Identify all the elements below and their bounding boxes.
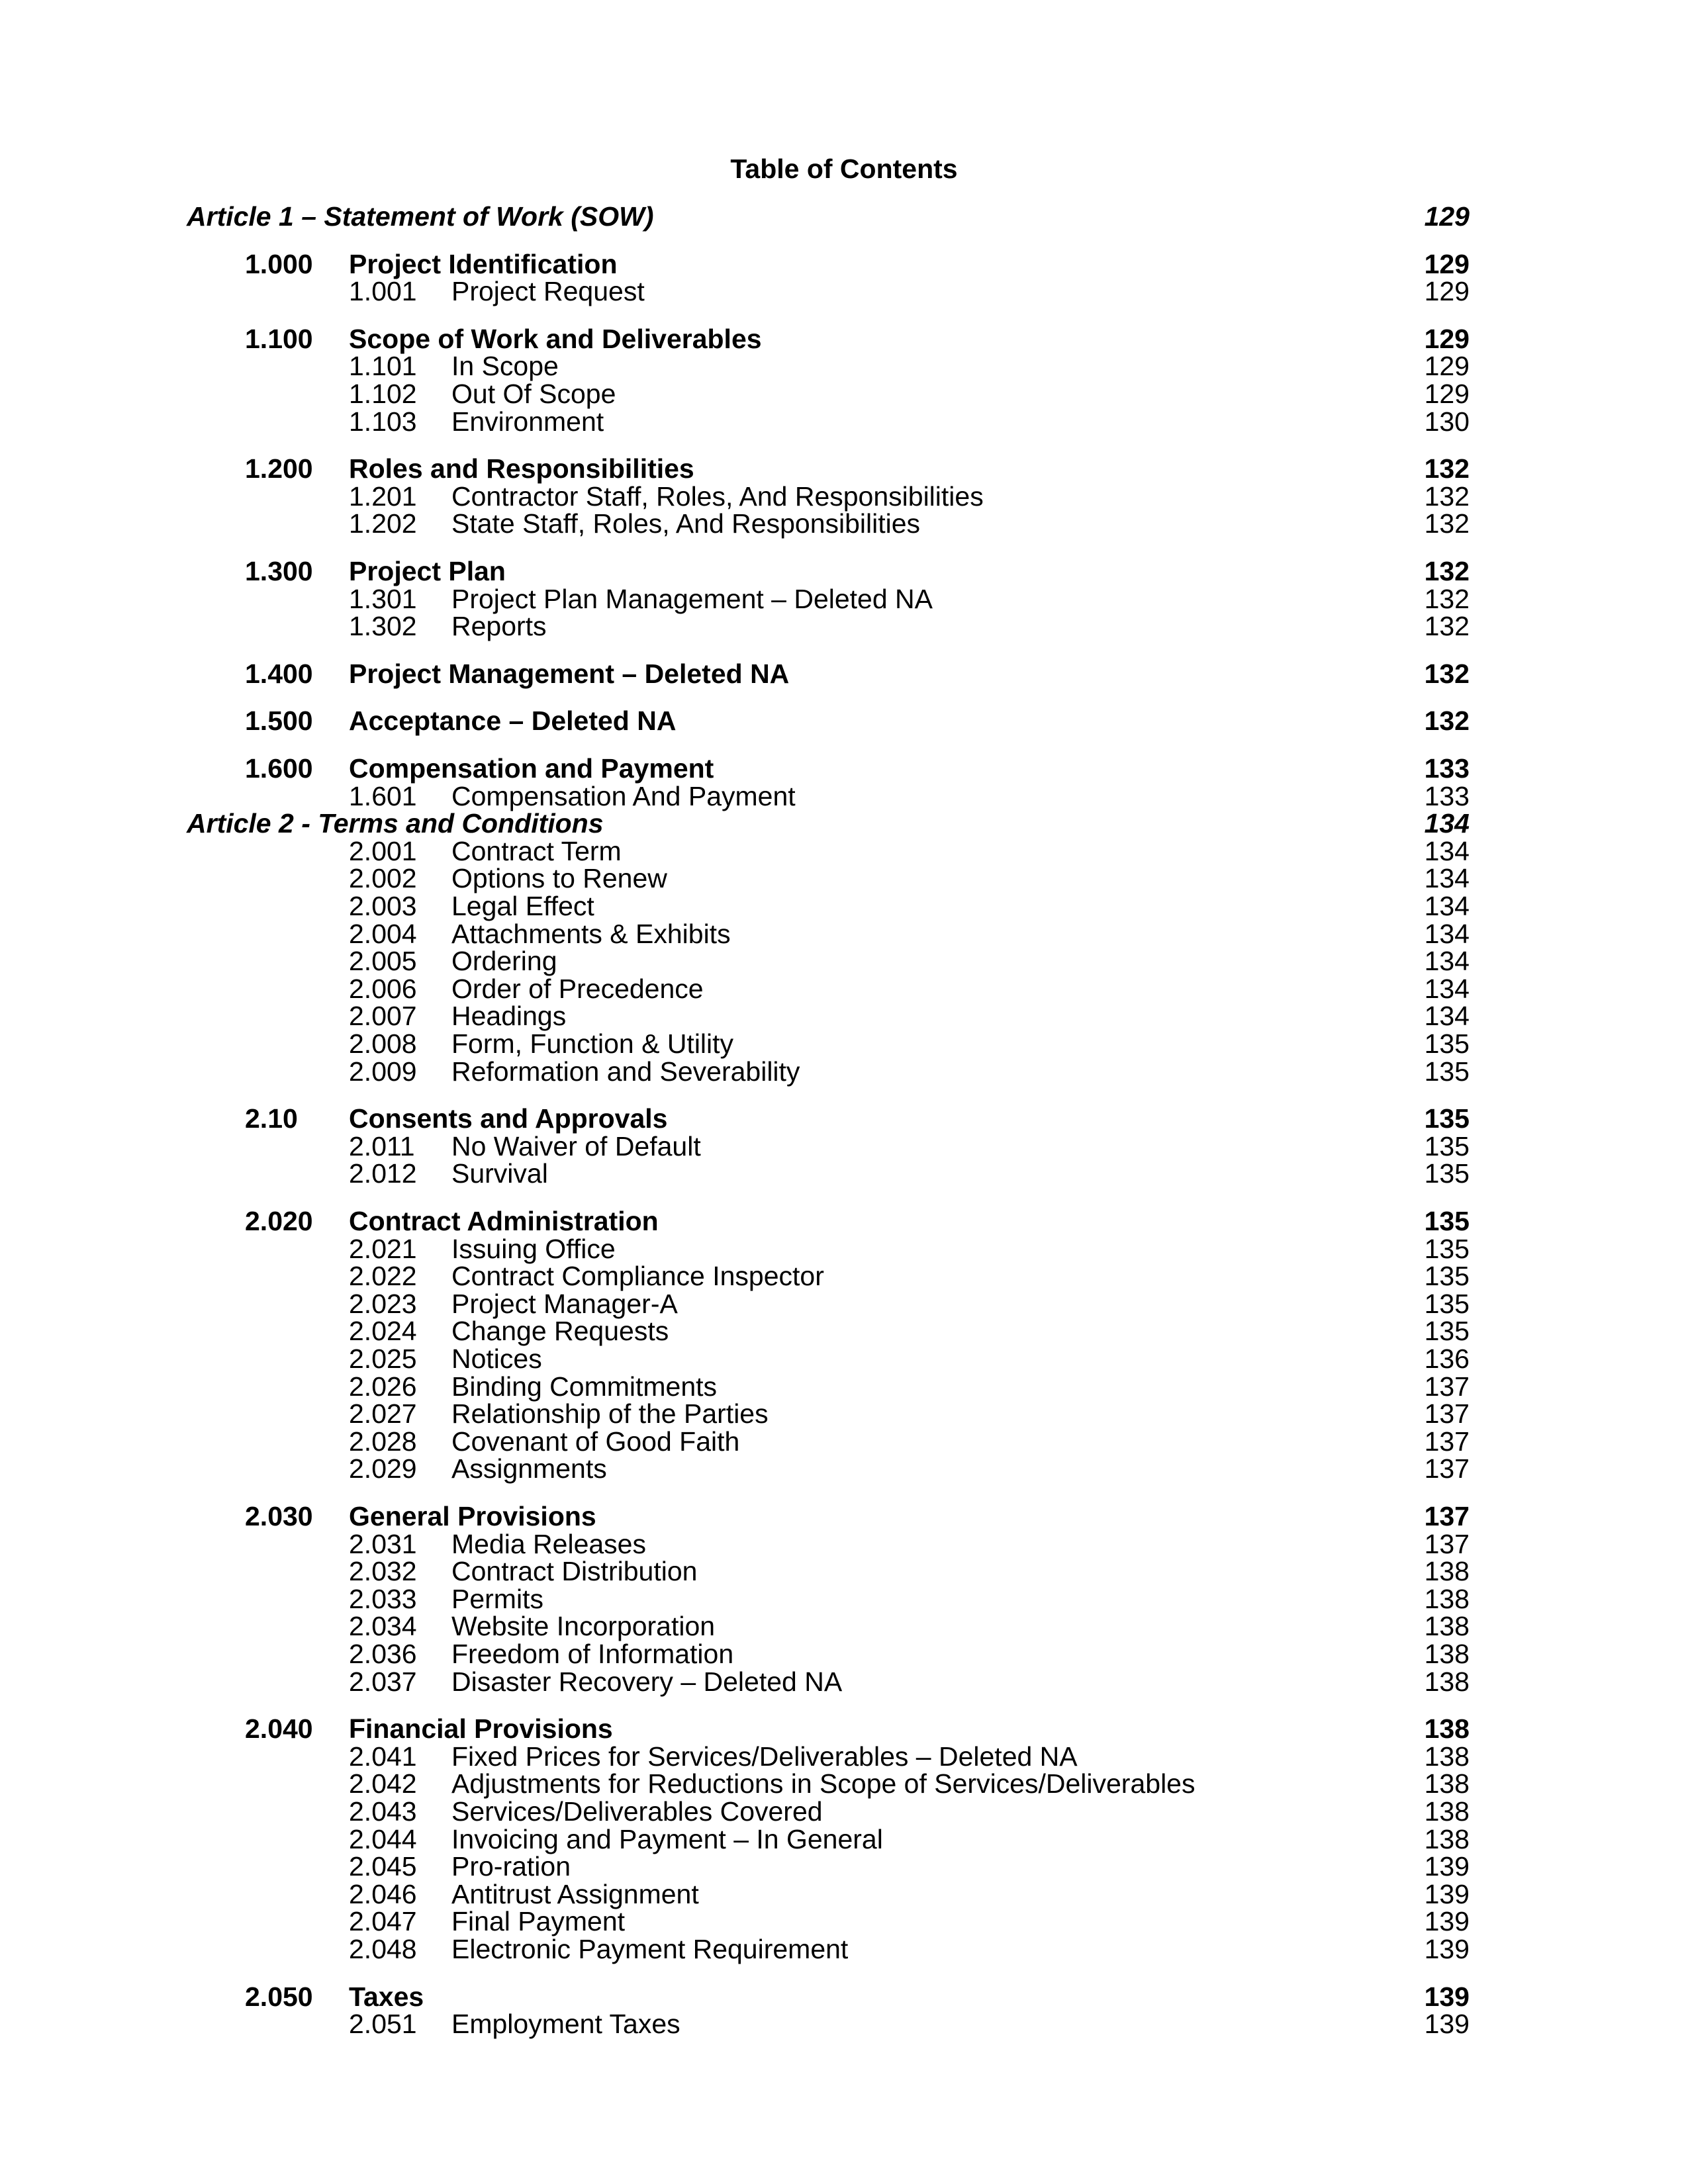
- entry-title: Project Manager-A: [451, 1289, 678, 1319]
- entry-title: In Scope: [451, 351, 559, 381]
- entry-title: Environment: [451, 406, 604, 437]
- entry-title: Project Plan: [349, 556, 506, 586]
- entry-page-number: 138: [1424, 1796, 1470, 1827]
- toc-subsection-entry[interactable]: [0, 1557, 1688, 1586]
- entry-page-number: 132: [1424, 611, 1470, 641]
- entry-number: 2.043: [349, 1796, 417, 1827]
- entry-page-number: 139: [1424, 1851, 1470, 1882]
- toc-subsection-entry[interactable]: [0, 407, 1688, 436]
- entry-title: Reports: [451, 611, 547, 641]
- entry-page-number: 138: [1424, 1584, 1470, 1614]
- entry-number: 2.026: [349, 1371, 417, 1402]
- entry-page-number: 138: [1424, 1556, 1470, 1586]
- entry-number: 1.101: [349, 351, 417, 381]
- entry-page-number: 129: [1424, 324, 1470, 354]
- entry-number: 2.029: [349, 1453, 417, 1484]
- entry-page-number: 134: [1424, 919, 1470, 949]
- entry-number: 2.034: [349, 1611, 417, 1641]
- toc-section-entry[interactable]: [0, 1206, 1688, 1236]
- toc-title: Table of Contents: [730, 154, 958, 184]
- toc-section-entry[interactable]: [0, 659, 1688, 688]
- entry-page-number: 134: [1424, 808, 1470, 839]
- toc-section-entry[interactable]: [0, 1502, 1688, 1531]
- entry-number: 1.102: [349, 379, 417, 409]
- entry-title: Notices: [451, 1343, 542, 1374]
- entry-title: Consents and Approvals: [349, 1103, 668, 1134]
- toc-section-entry[interactable]: [0, 250, 1688, 279]
- toc-subsection-entry[interactable]: [0, 1529, 1688, 1559]
- entry-title: Media Releases: [451, 1529, 646, 1559]
- entry-title: Covenant of Good Faith: [451, 1426, 740, 1457]
- entry-title: Antitrust Assignment: [451, 1879, 699, 1909]
- entry-title: Issuing Office: [451, 1234, 616, 1264]
- entry-page-number: 135: [1424, 1131, 1470, 1161]
- entry-title: Freedom of Information: [451, 1639, 734, 1669]
- entry-page-number: 132: [1424, 556, 1470, 586]
- entry-page-number: 138: [1424, 1611, 1470, 1641]
- entry-page-number: 132: [1424, 659, 1470, 689]
- entry-title: Taxes: [349, 1981, 424, 2012]
- entry-number: 2.021: [349, 1234, 417, 1264]
- entry-number: 1.103: [349, 406, 417, 437]
- entry-page-number: 135: [1424, 1234, 1470, 1264]
- entry-title: State Staff, Roles, And Responsibilities: [451, 508, 921, 539]
- toc-subsection-entry[interactable]: [0, 1934, 1688, 1964]
- entry-number: 1.201: [349, 481, 417, 512]
- entry-title: Scope of Work and Deliverables: [349, 324, 762, 354]
- entry-title: Binding Commitments: [451, 1371, 718, 1402]
- entry-number: 1.100: [245, 324, 313, 354]
- entry-page-number: 135: [1424, 1158, 1470, 1189]
- entry-number: 2.020: [245, 1206, 313, 1236]
- entry-page-number: 132: [1424, 584, 1470, 614]
- toc-section-entry[interactable]: [0, 1982, 1688, 2011]
- entry-page-number: 135: [1424, 1206, 1470, 1236]
- toc-section-entry[interactable]: [0, 706, 1688, 735]
- entry-page-number: 129: [1424, 276, 1470, 306]
- entry-number: 2.003: [349, 891, 417, 921]
- entry-title: Website Incorporation: [451, 1611, 716, 1641]
- entry-title: Financial Provisions: [349, 1713, 613, 1744]
- entry-title: Contract Compliance Inspector: [451, 1261, 824, 1291]
- entry-page-number: 129: [1424, 379, 1470, 409]
- entry-page-number: 137: [1424, 1426, 1470, 1457]
- toc-subsection-entry[interactable]: [0, 1344, 1688, 1373]
- entry-title: Compensation And Payment: [451, 781, 796, 811]
- entry-number: 2.022: [349, 1261, 417, 1291]
- entry-title: Fixed Prices for Services/Deliverables – Deleted NA: [451, 1741, 1078, 1772]
- toc-subsection-entry[interactable]: [0, 974, 1688, 1003]
- toc-subsection-entry[interactable]: [0, 837, 1688, 866]
- entry-title: Project Management – Deleted NA: [349, 659, 790, 689]
- toc-subsection-entry[interactable]: [0, 379, 1688, 408]
- article-label: Article 1 – Statement of Work (SOW): [187, 201, 654, 232]
- toc-subsection-entry[interactable]: [0, 1454, 1688, 1483]
- entry-page-number: 134: [1424, 863, 1470, 893]
- entry-title: Form, Function & Utility: [451, 1028, 734, 1059]
- entry-title: Electronic Payment Requirement: [451, 1934, 849, 1964]
- entry-number: 2.044: [349, 1824, 417, 1854]
- entry-number: 2.10: [245, 1103, 298, 1134]
- toc-subsection-entry[interactable]: [0, 1639, 1688, 1668]
- entry-page-number: 134: [1424, 891, 1470, 921]
- entry-page-number: 139: [1424, 1981, 1470, 2012]
- entry-title: Assignments: [451, 1453, 607, 1484]
- toc-subsection-entry[interactable]: [0, 1742, 1688, 1771]
- entry-page-number: 132: [1424, 508, 1470, 539]
- entry-number: 2.007: [349, 1001, 417, 1031]
- toc-subsection-entry[interactable]: [0, 1769, 1688, 1798]
- entry-title: No Waiver of Default: [451, 1131, 701, 1161]
- entry-title: Services/Deliverables Covered: [451, 1796, 823, 1827]
- entry-page-number: 138: [1424, 1741, 1470, 1772]
- entry-title: Contract Term: [451, 836, 622, 866]
- toc-subsection-entry[interactable]: [0, 1029, 1688, 1058]
- entry-number: 2.030: [245, 1501, 313, 1531]
- entry-number: 2.011: [349, 1131, 415, 1161]
- entry-page-number: 137: [1424, 1398, 1470, 1429]
- entry-number: 2.036: [349, 1639, 417, 1669]
- entry-title: Compensation and Payment: [349, 753, 714, 784]
- entry-number: 1.301: [349, 584, 417, 614]
- entry-page-number: 137: [1424, 1453, 1470, 1484]
- toc-subsection-entry[interactable]: [0, 1907, 1688, 1936]
- entry-title: Employment Taxes: [451, 2009, 680, 2039]
- entry-page-number: 137: [1424, 1501, 1470, 1531]
- entry-number: 2.023: [349, 1289, 417, 1319]
- entry-number: 1.601: [349, 781, 417, 811]
- entry-number: 1.400: [245, 659, 313, 689]
- toc-subsection-entry[interactable]: [0, 1316, 1688, 1345]
- entry-page-number: 133: [1424, 753, 1470, 784]
- entry-page-number: 132: [1424, 481, 1470, 512]
- toc-subsection-entry[interactable]: [0, 1852, 1688, 1881]
- toc-subsection-entry[interactable]: [0, 1057, 1688, 1086]
- entry-number: 2.051: [349, 2009, 417, 2039]
- entry-number: 2.042: [349, 1768, 417, 1799]
- toc-section-entry[interactable]: [0, 557, 1688, 586]
- entry-title: Relationship of the Parties: [451, 1398, 769, 1429]
- entry-number: 1.200: [245, 453, 313, 484]
- entry-page-number: 135: [1424, 1028, 1470, 1059]
- entry-title: Order of Precedence: [451, 974, 704, 1004]
- entry-number: 2.033: [349, 1584, 417, 1614]
- toc-subsection-entry[interactable]: [0, 1667, 1688, 1696]
- entry-page-number: 133: [1424, 781, 1470, 811]
- entry-title: Survival: [451, 1158, 548, 1189]
- entry-number: 2.025: [349, 1343, 417, 1374]
- entry-number: 1.302: [349, 611, 417, 641]
- entry-title: Acceptance – Deleted NA: [349, 705, 677, 736]
- entry-title: General Provisions: [349, 1501, 596, 1531]
- entry-title: Contract Administration: [349, 1206, 659, 1236]
- entry-title: Disaster Recovery – Deleted NA: [451, 1666, 843, 1697]
- toc-subsection-entry[interactable]: [0, 612, 1688, 641]
- entry-page-number: 129: [1424, 201, 1470, 232]
- entry-number: 2.005: [349, 946, 417, 976]
- entry-number: 2.046: [349, 1879, 417, 1909]
- toc-subsection-entry[interactable]: [0, 509, 1688, 538]
- entry-title: Project Request: [451, 276, 645, 306]
- entry-page-number: 138: [1424, 1666, 1470, 1697]
- toc-subsection-entry[interactable]: [0, 919, 1688, 948]
- entry-page-number: 138: [1424, 1639, 1470, 1669]
- entry-title: Headings: [451, 1001, 567, 1031]
- toc-article-entry[interactable]: [0, 809, 1688, 838]
- toc-subsection-entry[interactable]: [0, 1159, 1688, 1188]
- toc-subsection-entry[interactable]: [0, 1880, 1688, 1909]
- entry-number: 1.600: [245, 753, 313, 784]
- entry-page-number: 139: [1424, 1879, 1470, 1909]
- entry-title: Contractor Staff, Roles, And Responsibilities: [451, 481, 984, 512]
- entry-page-number: 132: [1424, 453, 1470, 484]
- entry-number: 2.027: [349, 1398, 417, 1429]
- entry-page-number: 132: [1424, 705, 1470, 736]
- entry-title: Project Plan Management – Deleted NA: [451, 584, 933, 614]
- entry-number: 1.202: [349, 508, 417, 539]
- toc-subsection-entry[interactable]: [0, 2009, 1688, 2038]
- toc-subsection-entry[interactable]: [0, 891, 1688, 921]
- entry-page-number: 130: [1424, 406, 1470, 437]
- entry-number: 2.032: [349, 1556, 417, 1586]
- entry-title: Out Of Scope: [451, 379, 616, 409]
- entry-number: 1.300: [245, 556, 313, 586]
- entry-title: Final Payment: [451, 1906, 626, 1936]
- entry-title: Change Requests: [451, 1316, 669, 1346]
- entry-page-number: 135: [1424, 1056, 1470, 1087]
- entry-page-number: 135: [1424, 1316, 1470, 1346]
- entry-number: 2.006: [349, 974, 417, 1004]
- toc-subsection-entry[interactable]: [0, 1132, 1688, 1161]
- entry-page-number: 134: [1424, 836, 1470, 866]
- toc-section-entry[interactable]: [0, 1104, 1688, 1133]
- entry-title: Project Identification: [349, 249, 618, 279]
- entry-title: Permits: [451, 1584, 543, 1614]
- toc-article-entry[interactable]: [0, 202, 1688, 231]
- entry-page-number: 138: [1424, 1824, 1470, 1854]
- entry-number: 2.009: [349, 1056, 417, 1087]
- entry-page-number: 134: [1424, 974, 1470, 1004]
- entry-title: Attachments & Exhibits: [451, 919, 731, 949]
- entry-page-number: 139: [1424, 1934, 1470, 1964]
- toc-subsection-entry[interactable]: [0, 1289, 1688, 1318]
- entry-title: Adjustments for Reductions in Scope of Services/Deliverables: [451, 1768, 1196, 1799]
- entry-title: Reformation and Severability: [451, 1056, 800, 1087]
- entry-number: 1.001: [349, 276, 417, 306]
- entry-title: Legal Effect: [451, 891, 594, 921]
- toc-subsection-entry[interactable]: [0, 1427, 1688, 1456]
- toc-subsection-entry[interactable]: [0, 1372, 1688, 1401]
- entry-number: 2.028: [349, 1426, 417, 1457]
- toc-subsection-entry[interactable]: [0, 782, 1688, 811]
- entry-page-number: 134: [1424, 1001, 1470, 1031]
- entry-number: 1.500: [245, 705, 313, 736]
- entry-page-number: 139: [1424, 1906, 1470, 1936]
- entry-page-number: 129: [1424, 249, 1470, 279]
- entry-title: Options to Renew: [451, 863, 667, 893]
- entry-page-number: 139: [1424, 2009, 1470, 2039]
- entry-number: 2.050: [245, 1981, 313, 2012]
- toc-subsection-entry[interactable]: [0, 351, 1688, 381]
- entry-title: Pro-ration: [451, 1851, 571, 1882]
- toc-subsection-entry[interactable]: [0, 1584, 1688, 1614]
- toc-subsection-entry[interactable]: [0, 277, 1688, 306]
- entry-page-number: 129: [1424, 351, 1470, 381]
- entry-number: 2.024: [349, 1316, 417, 1346]
- entry-title: Roles and Responsibilities: [349, 453, 694, 484]
- toc-subsection-entry[interactable]: [0, 1001, 1688, 1030]
- entry-number: 2.004: [349, 919, 417, 949]
- entry-number: 2.012: [349, 1158, 417, 1189]
- toc-subsection-entry[interactable]: [0, 864, 1688, 893]
- entry-number: 1.000: [245, 249, 313, 279]
- entry-page-number: 135: [1424, 1103, 1470, 1134]
- entry-number: 2.047: [349, 1906, 417, 1936]
- toc-section-entry[interactable]: [0, 1714, 1688, 1743]
- entry-page-number: 137: [1424, 1371, 1470, 1402]
- entry-title: Ordering: [451, 946, 557, 976]
- toc-subsection-entry[interactable]: [0, 1234, 1688, 1263]
- entry-page-number: 135: [1424, 1261, 1470, 1291]
- entry-page-number: 134: [1424, 946, 1470, 976]
- article-label: Article 2 - Terms and Conditions: [187, 808, 604, 839]
- entry-number: 2.001: [349, 836, 417, 866]
- toc-subsection-entry[interactable]: [0, 482, 1688, 511]
- entry-page-number: 138: [1424, 1768, 1470, 1799]
- toc-section-entry[interactable]: [0, 454, 1688, 483]
- entry-number: 2.048: [349, 1934, 417, 1964]
- entry-number: 2.041: [349, 1741, 417, 1772]
- entry-number: 2.040: [245, 1713, 313, 1744]
- toc-subsection-entry[interactable]: [0, 584, 1688, 614]
- entry-page-number: 137: [1424, 1529, 1470, 1559]
- toc-section-entry[interactable]: [0, 754, 1688, 783]
- toc-section-entry[interactable]: [0, 324, 1688, 353]
- entry-number: 2.031: [349, 1529, 417, 1559]
- entry-page-number: 138: [1424, 1713, 1470, 1744]
- toc-subsection-entry[interactable]: [0, 1399, 1688, 1428]
- entry-page-number: 135: [1424, 1289, 1470, 1319]
- entry-number: 2.037: [349, 1666, 417, 1697]
- entry-title: Invoicing and Payment – In General: [451, 1824, 883, 1854]
- toc-subsection-entry[interactable]: [0, 1261, 1688, 1291]
- entry-page-number: 136: [1424, 1343, 1470, 1374]
- entry-number: 2.008: [349, 1028, 417, 1059]
- entry-number: 2.045: [349, 1851, 417, 1882]
- toc-subsection-entry[interactable]: [0, 1797, 1688, 1826]
- toc-subsection-entry[interactable]: [0, 946, 1688, 976]
- toc-subsection-entry[interactable]: [0, 1612, 1688, 1641]
- entry-title: Contract Distribution: [451, 1556, 698, 1586]
- entry-number: 2.002: [349, 863, 417, 893]
- toc-subsection-entry[interactable]: [0, 1825, 1688, 1854]
